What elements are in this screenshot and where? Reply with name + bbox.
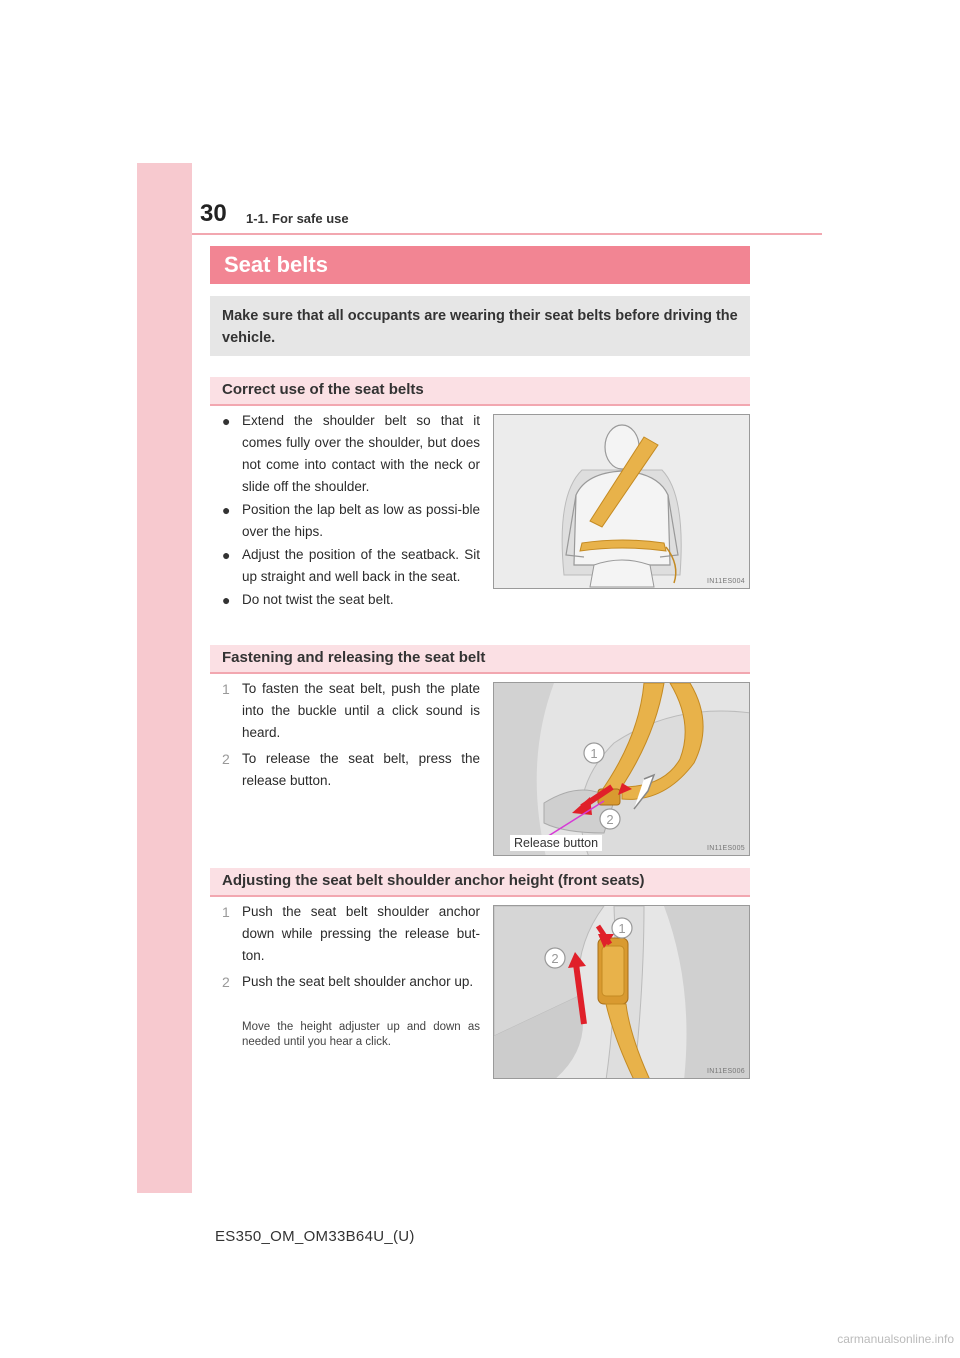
intro-box (210, 296, 750, 356)
illustration-seated-occupant (493, 414, 750, 589)
step-text: Push the seat belt shoulder anchor up. (242, 974, 474, 989)
subheading-text: Fastening and releasing the seat belt (222, 649, 486, 666)
step-number: 1 (222, 681, 230, 697)
release-button-label: Release button (510, 835, 602, 851)
subheading-text: Adjusting the seat belt shoulder anchor height (front seats) (222, 872, 645, 889)
occupant-drawing (494, 415, 750, 589)
page-number: 30 (200, 200, 227, 227)
subheading-adjusting (210, 868, 750, 897)
list-item (222, 410, 480, 498)
header-rule (192, 233, 822, 235)
callout-2: 2 (606, 812, 614, 827)
list-item (222, 589, 480, 611)
step-item (222, 748, 480, 792)
bullet-text: Do not twist the seat belt. (242, 592, 394, 607)
callout-1: 1 (590, 746, 598, 761)
buckle-drawing (494, 683, 750, 856)
step-number: 2 (222, 974, 230, 990)
step-number: 1 (222, 904, 230, 920)
step-item (222, 678, 480, 744)
list-item (222, 499, 480, 543)
bullet-text: Position the lap belt as low as possi-ble over the hips. (242, 502, 480, 539)
bullet-list (222, 410, 480, 612)
figure-code: IN11ES006 (707, 1068, 745, 1075)
figure-code: IN11ES005 (707, 845, 745, 852)
document-code: ES350_OM_OM33B64U_(U) (215, 1228, 415, 1245)
bullet-text: Extend the shoulder belt so that it comes fully over the shoulder, but does not come into contact with the neck or slide off the shoulder. (242, 413, 480, 494)
illustration-shoulder-anchor (493, 905, 750, 1079)
callout-1: 1 (618, 921, 626, 936)
side-tab (137, 163, 192, 1193)
subheading-fastening (210, 645, 750, 674)
bullet-icon: ● (222, 547, 231, 563)
bullet-icon: ● (222, 502, 231, 518)
anchor-drawing (494, 906, 750, 1079)
bullet-icon: ● (222, 413, 231, 429)
step-item (222, 901, 480, 967)
section-label: 1-1. For safe use (246, 211, 349, 226)
step-text: To fasten the seat belt, push the plate into the buckle until a click sound is heard. (242, 681, 480, 740)
illustration-buckle (493, 682, 750, 856)
bullet-icon: ● (222, 592, 231, 608)
bullet-text: Adjust the position of the seatback. Sit up straight and well back in the seat. (242, 547, 480, 584)
step-text: Push the seat belt shoulder anchor down while pressing the release but-ton. (242, 904, 480, 963)
note-text: Move the height adjuster up and down as needed until you hear a click. (242, 1021, 480, 1048)
page-title: Seat belts (224, 252, 328, 277)
step-item (222, 971, 480, 993)
subheading-text: Correct use of the seat belts (222, 381, 424, 398)
intro-text: Make sure that all occupants are wearing their seat belts before driving the vehicle. (222, 308, 738, 346)
figure-code: IN11ES004 (707, 578, 745, 585)
step-number: 2 (222, 751, 230, 767)
subheading-correct-use (210, 377, 750, 406)
step-text: To release the seat belt, press the release button. (242, 751, 480, 788)
watermark-link[interactable]: carmanualsonline.info (837, 1332, 954, 1346)
title-bar (210, 246, 750, 284)
callout-2: 2 (551, 951, 559, 966)
list-item (222, 544, 480, 588)
